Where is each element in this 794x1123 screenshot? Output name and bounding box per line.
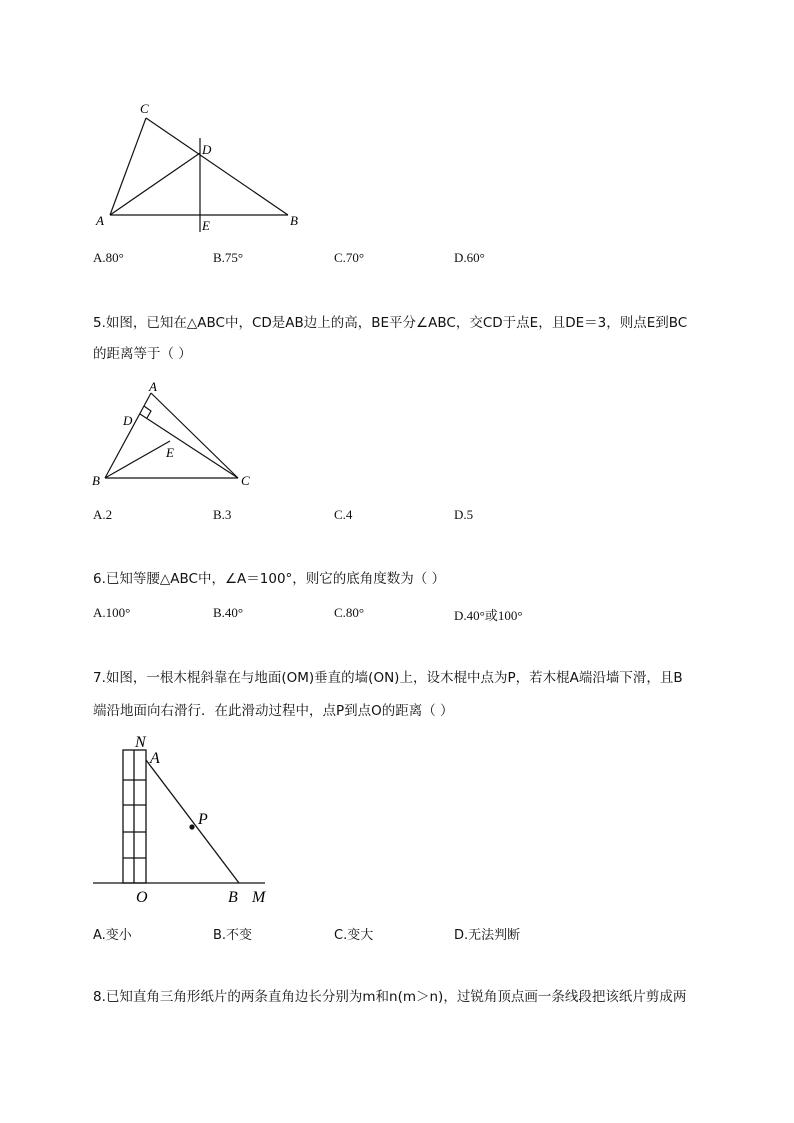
q7-figure [88, 730, 288, 910]
q5-question-line1: 5.如图，已知在△ABC中，CD是AB边上的高，BE平分∠ABC，交CD于点E，且DE＝3，则点E到BC [93, 315, 688, 331]
q7-question-line1: 7.如图，一根木棍斜靠在与地面(OM)垂直的墙(ON)上，设木棍中点为P，若木棍A端沿墙下滑，且B [93, 670, 683, 686]
q7-midpoint-p [189, 824, 194, 829]
q5-label-e: E [166, 445, 174, 460]
q5-option-a: A.2 [93, 507, 113, 522]
q7-label-p: P [198, 811, 208, 828]
q7-option-b: B.不变 [213, 928, 253, 943]
q5-option-d: D.5 [454, 507, 474, 522]
q6-option-a: A.100° [93, 605, 131, 620]
q4-option-a: A.80° [93, 250, 124, 265]
q7-label-o: O [136, 889, 148, 906]
q5-option-b: B.3 [213, 507, 232, 522]
q5-label-d: D [123, 413, 133, 428]
q5-label-b: B [92, 473, 100, 488]
q4-option-b: B.75° [213, 250, 244, 265]
q4-label-e: E [202, 218, 210, 233]
q5-label-a: A [149, 379, 157, 394]
q7-option-a: A.变小 [93, 928, 132, 943]
q4-label-b: B [290, 213, 298, 228]
q6-option-b: B.40° [213, 605, 244, 620]
q7-option-d: D.无法判断 [454, 928, 521, 943]
q5-question-line2: 的距离等于（ ） [93, 346, 192, 362]
q7-label-n: N [135, 734, 146, 751]
q7-question-line2: 端沿地面向右滑行．在此滑动过程中，点P到点O的距离（ ） [93, 703, 454, 719]
q5-label-c: C [241, 473, 250, 488]
q7-label-a: A [150, 750, 160, 767]
q8-question-line1: 8.已知直角三角形纸片的两条直角边长分别为m和n(m＞n)，过锐角顶点画一条线段把该纸片剪成两 [93, 989, 687, 1005]
q4-option-d: D.60° [454, 250, 485, 265]
q4-label-c: C [140, 101, 149, 116]
q4-label-d: D [202, 142, 212, 157]
q4-option-c: C.70° [334, 250, 365, 265]
q7-label-b: B [228, 889, 238, 906]
q6-option-d: D.40°或100° [454, 608, 523, 623]
q4-figure [90, 95, 320, 240]
q7-option-c: C.变大 [334, 928, 374, 943]
q6-question-line1: 6.已知等腰△ABC中，∠A＝100°，则它的底角度数为（ ） [93, 571, 446, 587]
q5-option-c: C.4 [334, 507, 353, 522]
q5-figure [88, 375, 268, 495]
q4-label-a: A [96, 213, 104, 228]
q7-label-m: M [252, 889, 266, 906]
q6-option-c: C.80° [334, 605, 365, 620]
